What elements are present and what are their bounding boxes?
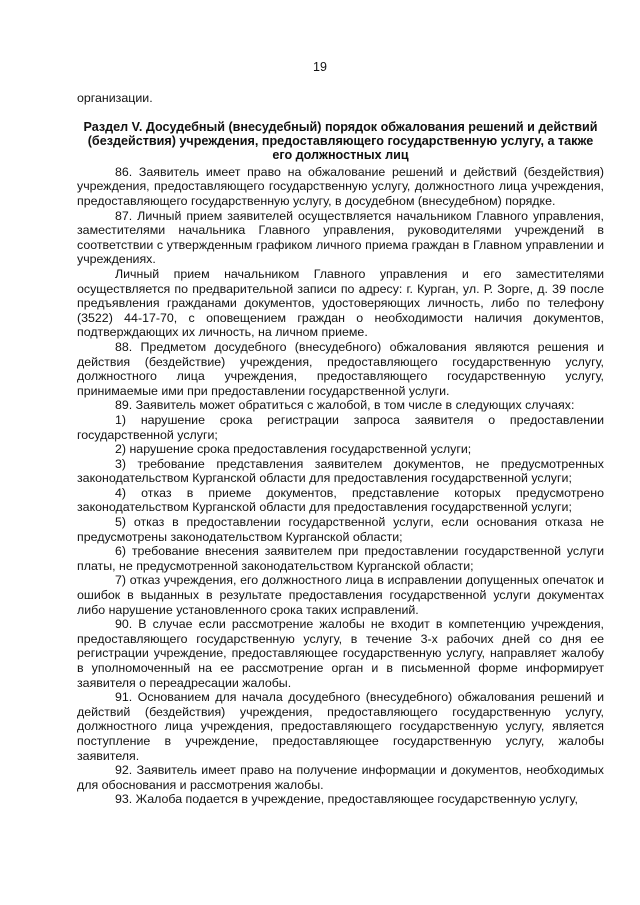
paragraph-90: 90. В случае если рассмотрение жалобы не входит в компетенцию учреждения, предоставляющего государственную услугу, в течение 3-х рабочих дней со дня ее регистрации учреждение, предоставляющее государственную услугу, направляет жалобу в уполномоченный на ее рассмотрение орган и в письменной форме информирует заявителя о переадресации жалобы. xyxy=(77,617,604,690)
paragraph-91: 91. Основанием для начала досудебного (внесудебного) обжалования решений и действий (бездействия) учреждения, предоставляющего государственную услугу, должностного лица учреждения, предоставляющего государственную услугу, является поступление в учреждение, предоставляющее государственную услугу, жалобы заявителя. xyxy=(77,690,604,763)
document-body xyxy=(77,91,604,807)
list-item-6: 6) требование внесения заявителем при предоставлении государственной услуги платы, не предусмотренной законодательством Курганской области; xyxy=(77,544,604,573)
list-item-4: 4) отказ в приеме документов, представление которых предусмотрено законодательством Курганской области для предоставления государственной услуги; xyxy=(77,485,604,515)
paragraph-personal-reception: Личный прием начальником Главного управления и его заместителями осуществляется по предварительной записи по адресу: г. Курган, ул. Р. Зорге, д. 39 после предъявления гражданами документов, удостоверяющих личность, либо по телефону (3522) 44-17-70, с оповещением граждан о необходимости наличия документов, подтверждающих их личность, на личном приеме. xyxy=(77,266,604,340)
list-item-5: 5) отказ в предоставлении государственной услуги, если основания отказа не предусмотрены законодательством Курганской области; xyxy=(77,515,604,544)
paragraph-86: 86. Заявитель имеет право на обжалование решений и действий (бездействия) учреждения, предоставляющего государственную услугу, должностного лица учреждения, предоставляющего государственную услугу, в досудебном (внесудебном) порядке. xyxy=(77,164,604,208)
paragraph-89: 89. Заявитель может обратиться с жалобой, в том числе в следующих случаях: xyxy=(115,398,575,413)
paragraph-93: 93. Жалоба подается в учреждение, предоставляющее государственную услугу, xyxy=(115,792,578,807)
paragraph-88: 88. Предметом досудебного (внесудебного) обжалования являются решения и действия (бездействие) учреждения, предоставляющего государственную услугу, должностного лица учреждения, предоставляющего государственную услугу, принимаемые ими при предоставлении государственной услуги. xyxy=(77,339,604,398)
list-item-1: 1) нарушение срока регистрации запроса заявителя о предоставлении государственной услуги; xyxy=(77,412,604,442)
page-number: 19 xyxy=(313,60,327,74)
section-heading: Раздел V. Досудебный (внесудебный) порядок обжалования решений и действий (бездействия) учреждения, предоставляющего государственную услугу, а также его должностных лиц xyxy=(83,119,598,163)
list-item-3: 3) требование представления заявителем документов, не предусмотренных законодательством Курганской области для предоставления государственной услуги; xyxy=(77,456,604,486)
paragraph-92: 92. Заявитель имеет право на получение информации и документов, необходимых для обоснования и рассмотрения жалобы. xyxy=(77,763,604,792)
paragraph-87: 87. Личный прием заявителей осуществляется начальником Главного управления, заместителями начальника Главного управления, руководителями учреждений в соответствии с утвержденным графиком личного приема граждан в Главном управлении и учреждениях. xyxy=(77,208,604,267)
lead-text: организации. xyxy=(77,91,153,105)
list-item-7: 7) отказ учреждения, его должностного лица в исправлении допущенных опечаток и ошибок в выданных в результате предоставления государственной услуги документах либо нарушение установленного срока таких исправлений. xyxy=(77,573,604,617)
list-item-2: 2) нарушение срока предоставления государственной услуги; xyxy=(115,442,472,457)
